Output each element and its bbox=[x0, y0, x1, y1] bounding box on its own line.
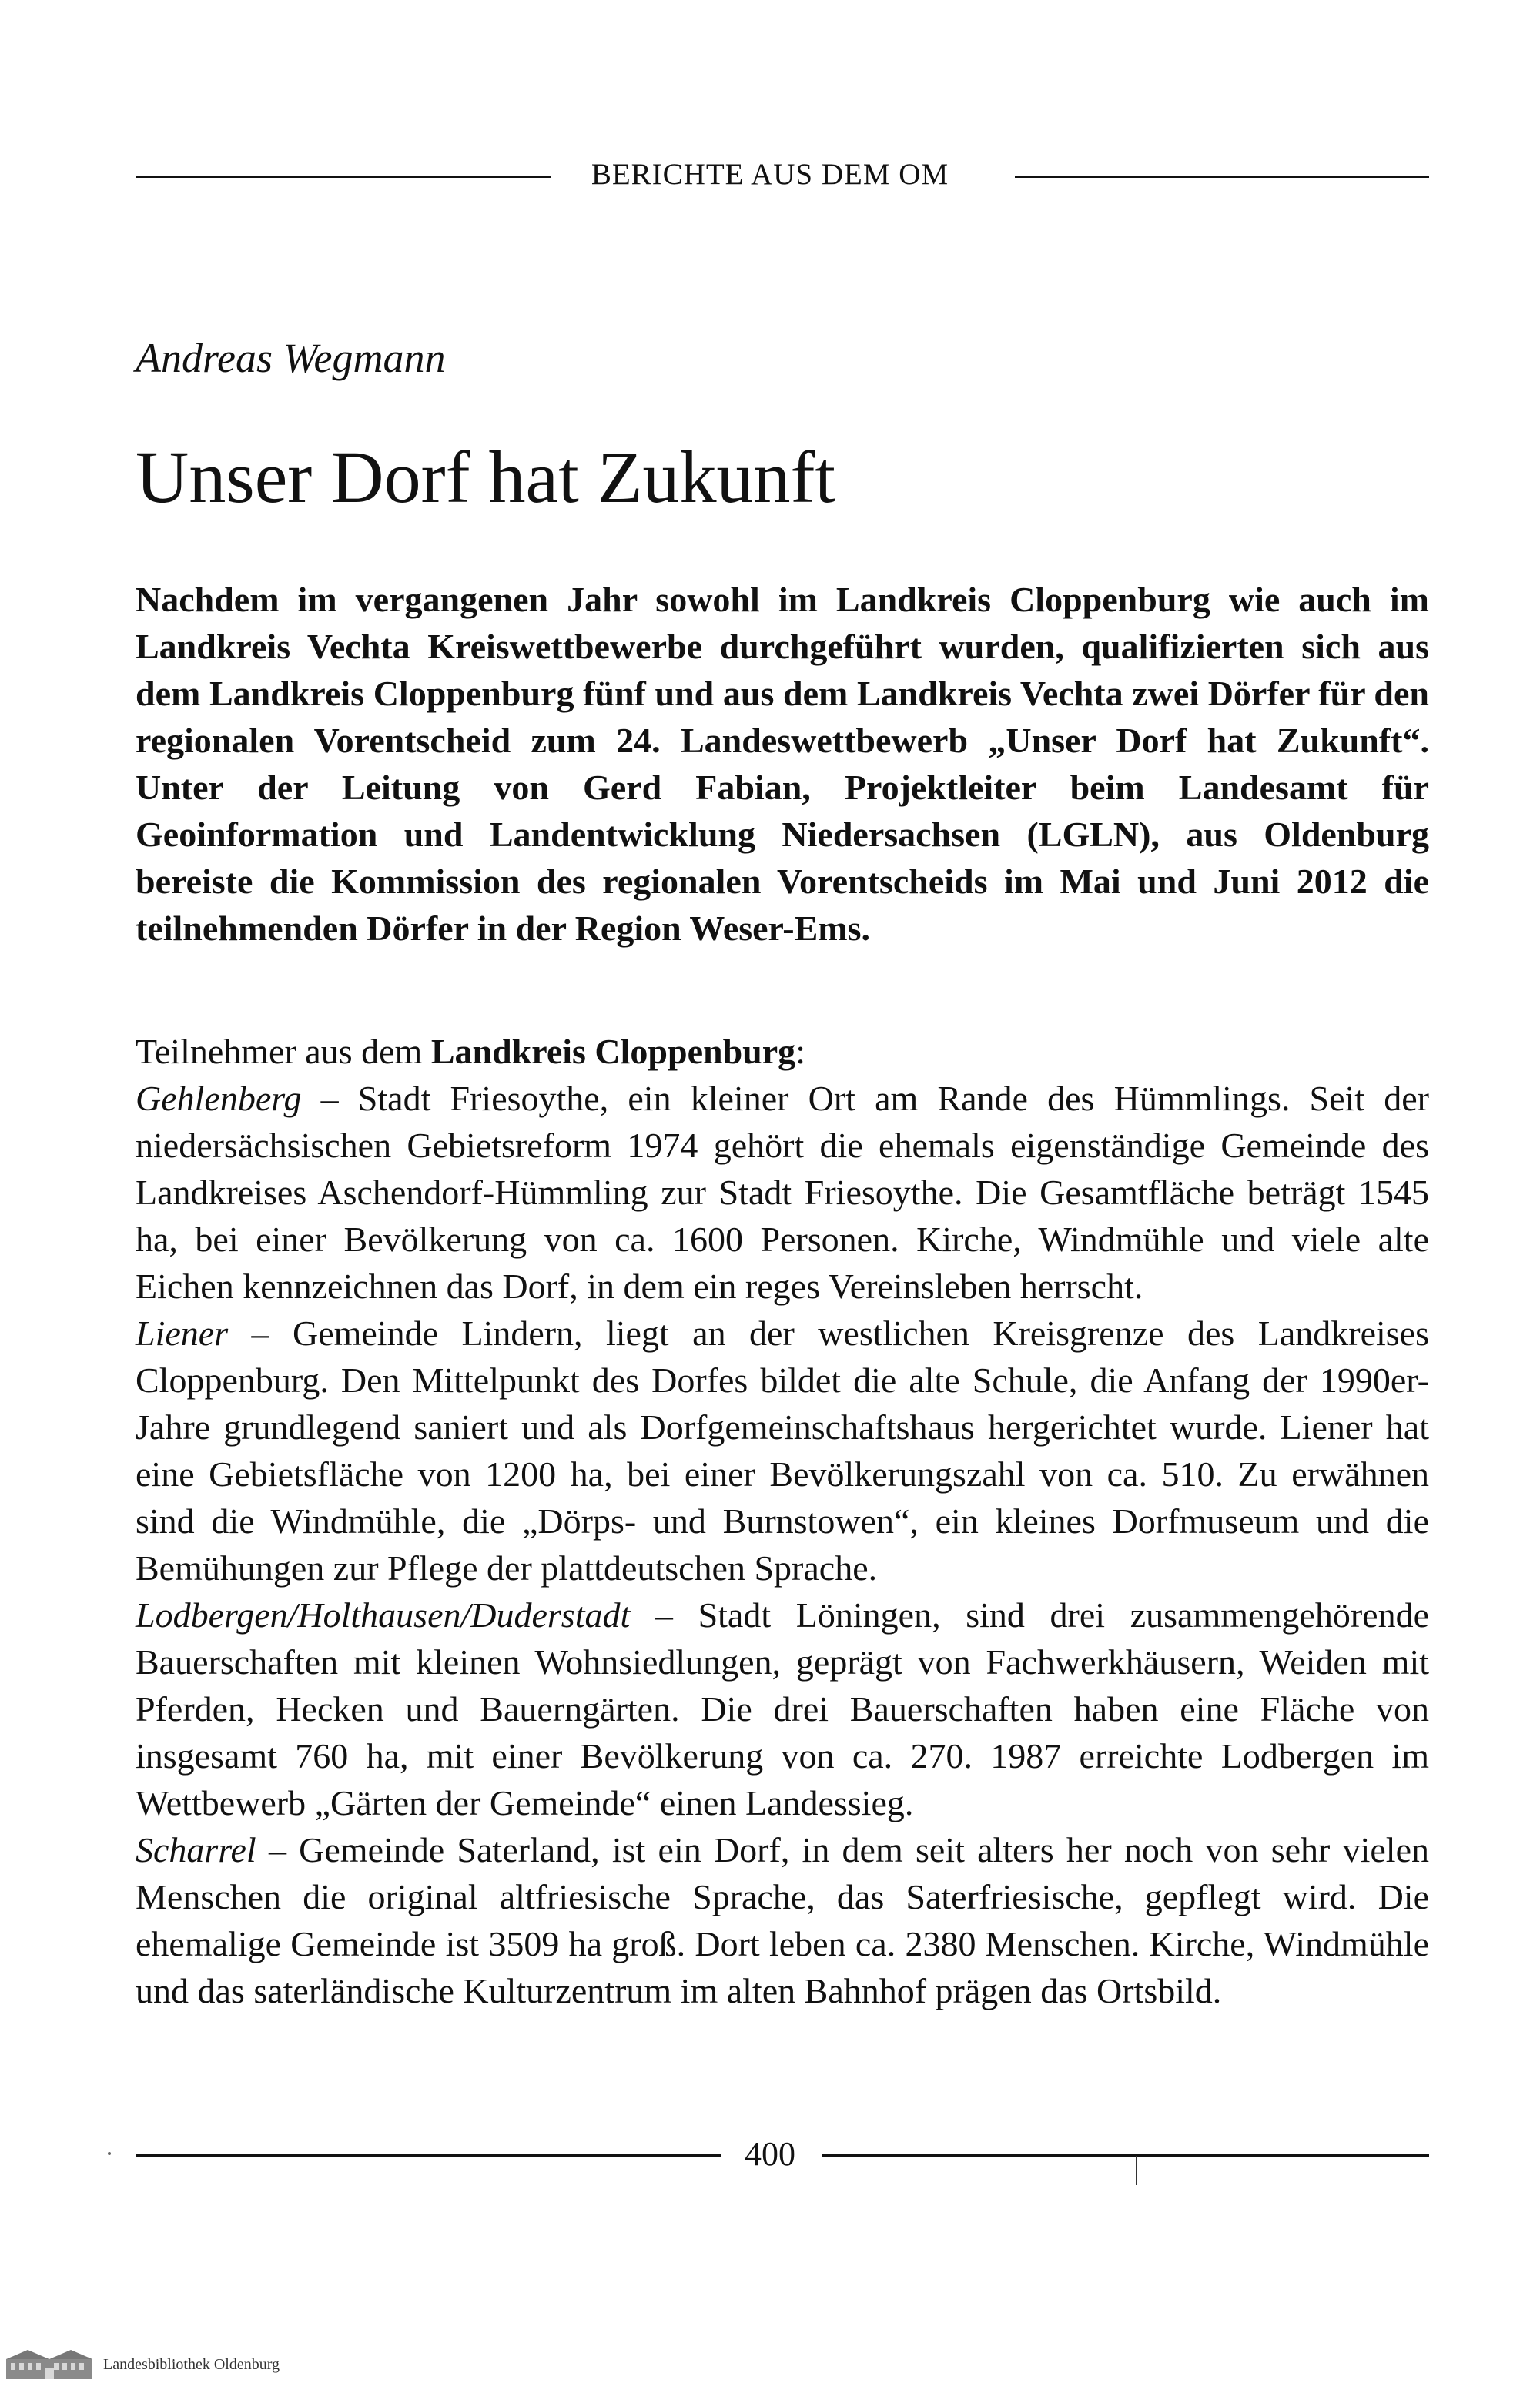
village-entry bbox=[136, 1310, 1429, 1591]
article-title: Unser Dorf hat Zukunft bbox=[136, 436, 836, 518]
village-entry bbox=[136, 1591, 1429, 1826]
village-text: – Stadt Friesoythe, ein kleiner Ort am Rande des Hümmlings. Seit der niedersächsischen Gebietsreform 1974 gehört die ehemals eigenständige Gemeinde des Landkreises Aschendorf-Hümmling zur Stadt Friesoythe. Die Gesamtfläche beträgt 1545 ha, bei einer Bevölkerung von ca. 1600 Personen. Kirche, Windmühle und viele alte Eichen kennzeichnen das Dorf, in dem ein reges Vereinsleben herrscht. bbox=[136, 1079, 1429, 1306]
village-name: Lodbergen/Holthausen/Duderstadt bbox=[136, 1595, 631, 1635]
village-text: – Gemeinde Lindern, liegt an der westlichen Kreisgrenze des Landkreises Cloppenburg. Den Mittelpunkt des Dorfes bildet die alte Schule, die Anfang der 1990er-Jahre grundlegend saniert und als Dorfgemeinschaftshaus hergerichtet wurde. Liener hat eine Gebietsfläche von 1200 ha, bei einer Bevölkerungszahl von ca. 510. Zu erwähnen sind die Windmühle, die „Dörps- und Burnstowen“, ein kleines Dorfmuseum und die Bemühungen zur Pflege der plattdeutschen Sprache. bbox=[136, 1314, 1429, 1588]
page-number-text: 400 bbox=[732, 2135, 808, 2173]
village-entry bbox=[136, 1075, 1429, 1310]
village-name: Liener bbox=[136, 1314, 229, 1353]
running-head-text: BERICHTE AUS DEM OM bbox=[581, 158, 959, 191]
village-name: Scharrel bbox=[136, 1830, 256, 1869]
participants-region: Landkreis Cloppenburg bbox=[430, 1032, 796, 1071]
library-building-icon bbox=[6, 2348, 92, 2379]
participants-intro: Teilnehmer aus dem bbox=[136, 1032, 423, 1071]
article-body bbox=[136, 1028, 1429, 2014]
village-text: – Gemeinde Saterland, ist ein Dorf, in dem seit alters her noch von sehr vielen Menschen die original altfriesische Sprache, das Saterfriesische, gepflegt wird. Die ehemalige Gemeinde ist 3509 ha groß. Dort leben ca. 2380 Menschen. Kirche, Windmühle und das saterländische Kulturzentrum im alten Bahnhof prägen das Ortsbild. bbox=[136, 1830, 1429, 2010]
running-head bbox=[0, 156, 1540, 194]
participants-colon: : bbox=[795, 1032, 805, 1071]
library-name: Landesbibliothek Oldenburg bbox=[103, 2356, 280, 2373]
article-lead: Nachdem im vergangenen Jahr sowohl im Landkreis Cloppenburg wie auch im Landkreis Vechta Kreiswettbewerbe durchgeführt wurden, qualifizierten sich aus dem Landkreis Cloppenburg fünf und aus dem Landkreis Vechta zwei Dörfer für den regionalen Vorentscheid zum 24. Landeswettbewerb „Unser Dorf hat Zukunft“. Unter der Leitung von Gerd Fabian, Projektleiter beim Landesamt für Geoinformation und Landentwicklung Niedersachsen (LGLN), aus Oldenburg bereiste die Kommission des regionalen Vorentscheids im Mai und Juni 2012 die teilnehmenden Dörfer in der Region Weser-Ems. bbox=[136, 580, 1429, 948]
village-text: – Stadt Löningen, sind drei zusammengehörende Bauerschaften mit kleinen Wohnsiedlungen, geprägt von Fachwerkhäusern, Weiden mit Pferden, Hecken und Bauerngärten. Die drei Bauerschaften haben eine Fläche von insgesamt 760 ha, mit einer Bevölkerung von ca. 270. 1987 erreichte Lodbergen im Wettbewerb „Gärten der Gemeinde“ einen Landessieg. bbox=[136, 1595, 1429, 1822]
page-number bbox=[0, 2133, 1540, 2176]
village-entry bbox=[136, 1826, 1429, 2014]
village-name: Gehlenberg bbox=[136, 1079, 302, 1118]
article-author: Andreas Wegmann bbox=[136, 335, 446, 381]
participants-heading bbox=[136, 1028, 1429, 1075]
